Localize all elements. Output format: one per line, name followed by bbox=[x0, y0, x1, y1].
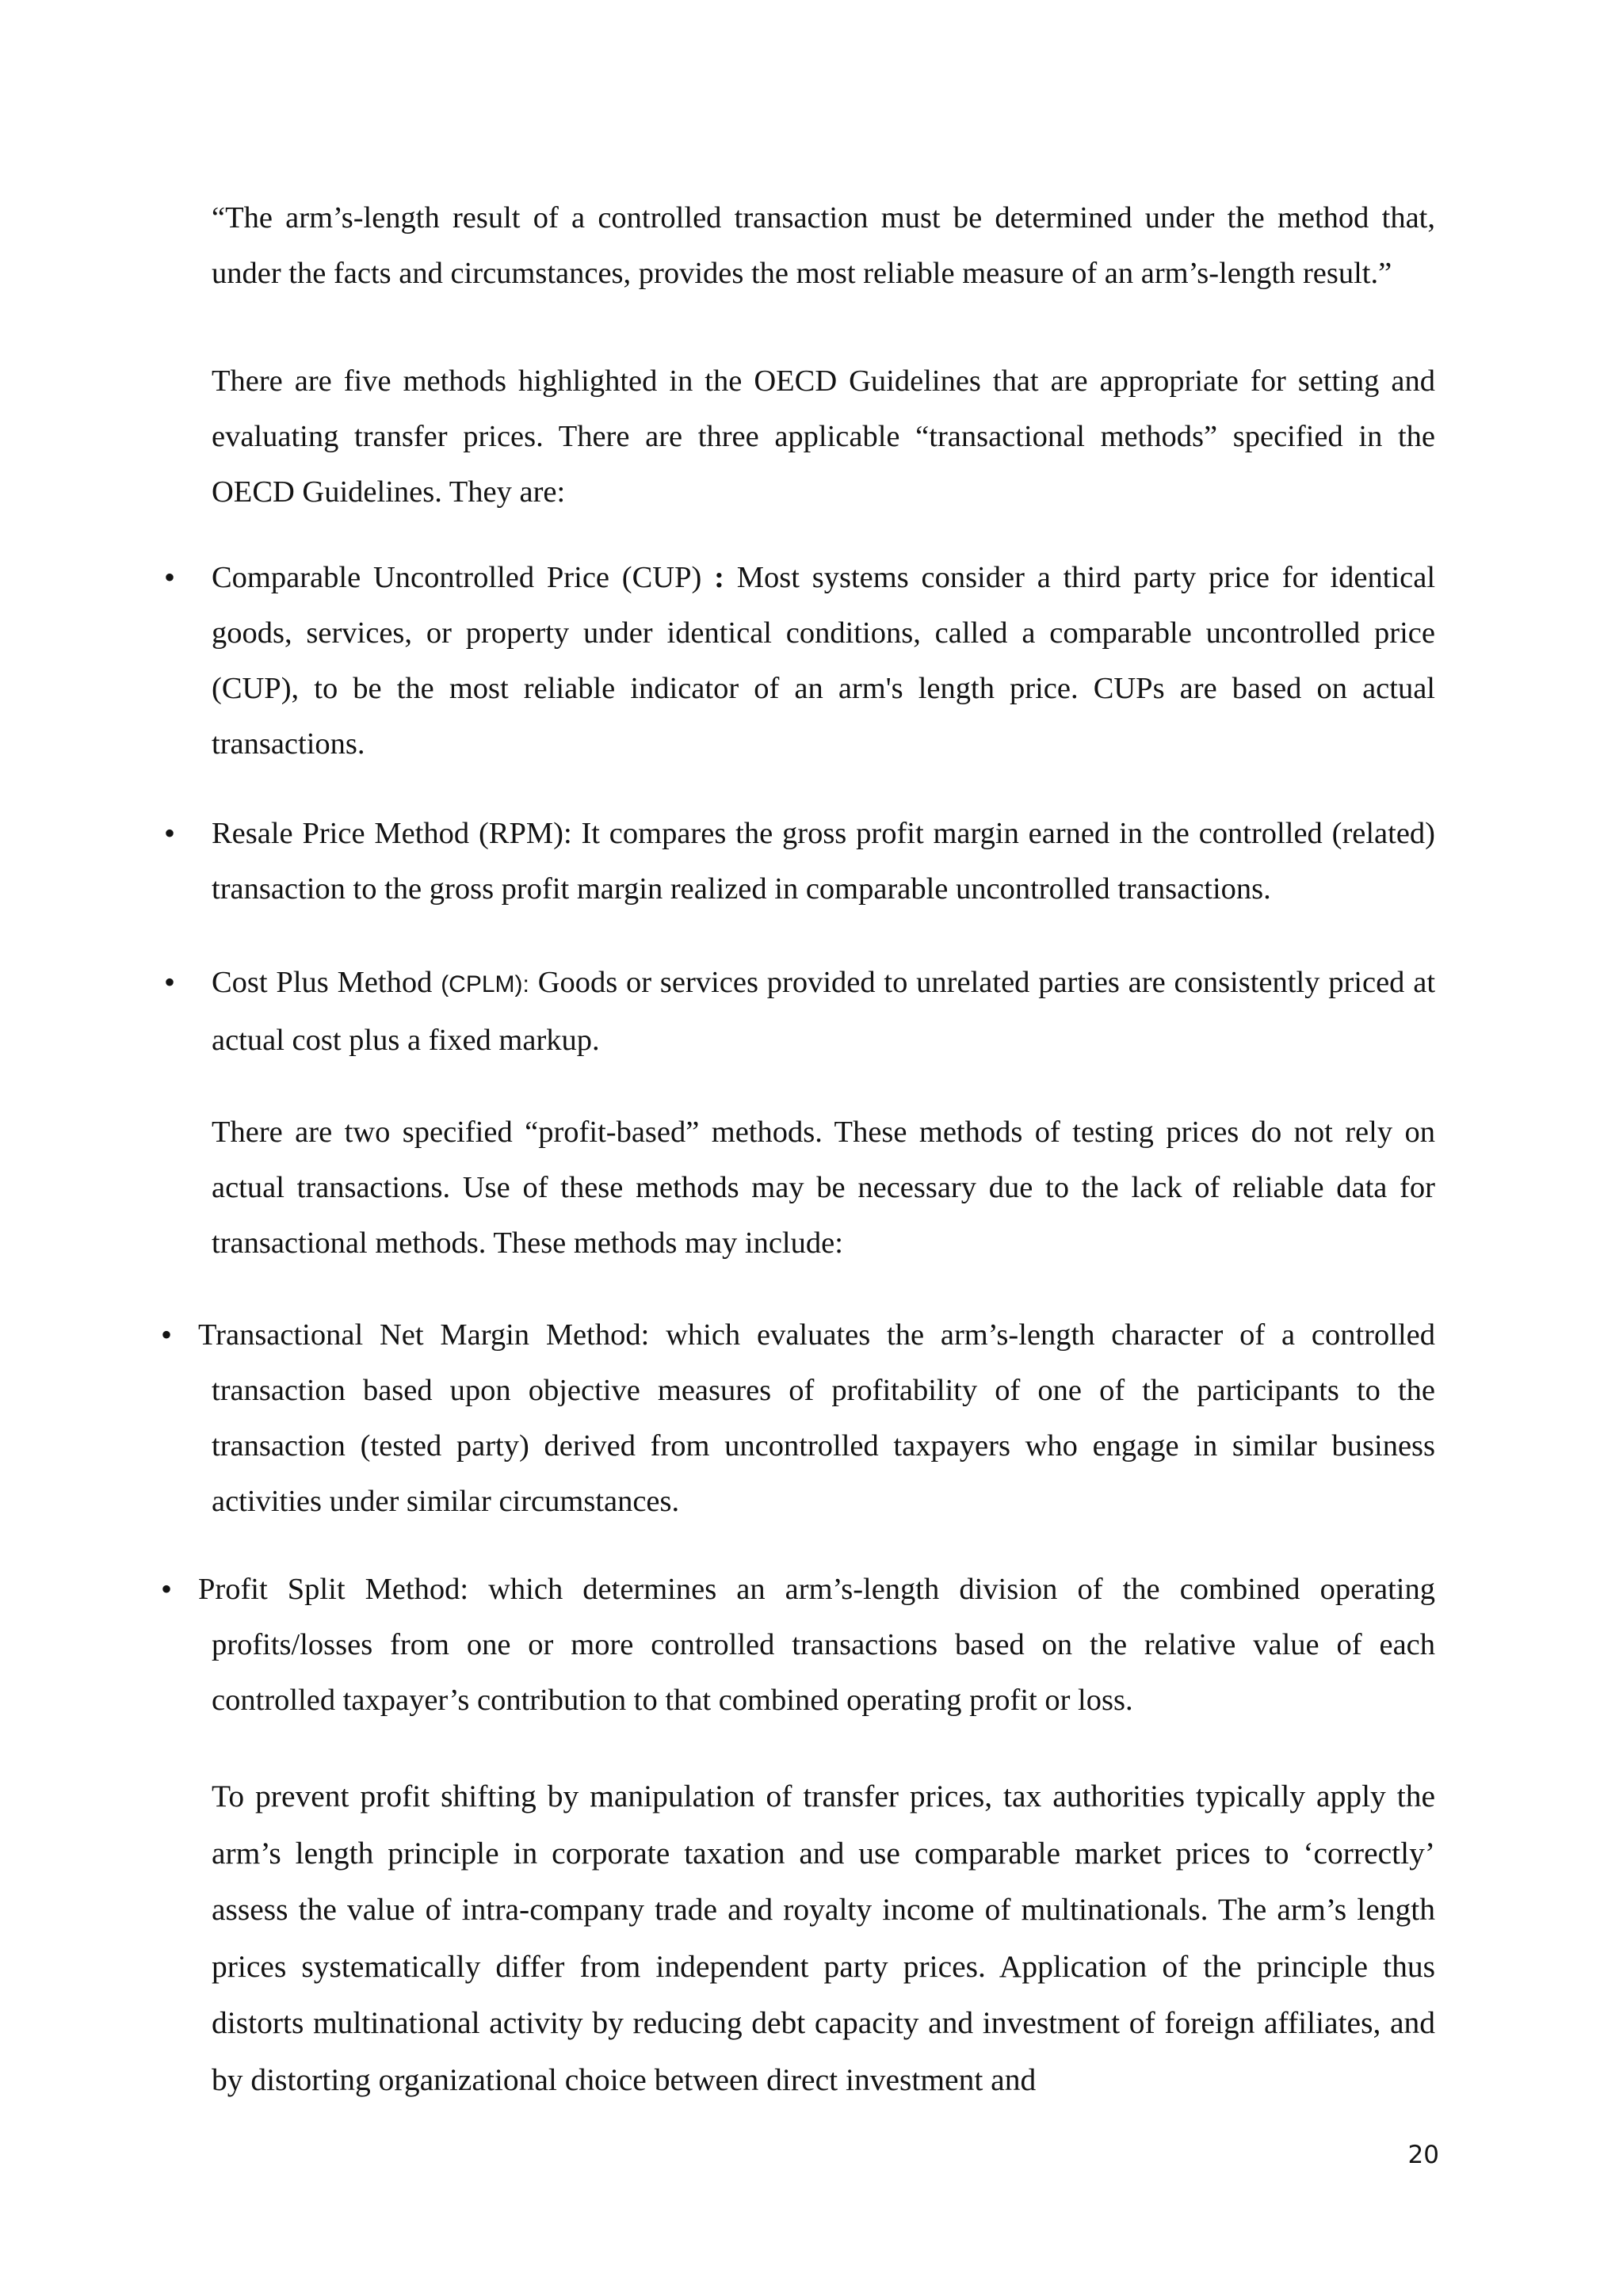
cplm-text: Goods or services provided to unrelated parties are consistently priced at actual cost plus a fixed markup. bbox=[212, 966, 1436, 1057]
bullet-cplm: • bbox=[164, 964, 176, 1000]
cup-text: Most systems consider a third party price for identical goods, services, or property under identical conditions, called a comparable uncontrolled price (CUP), to be the most reliable indicator of an arm's length price. CUPs are based on actual transactions. bbox=[212, 561, 1436, 761]
profit-intro-paragraph: There are two specified “profit-based” methods. These methods of testing prices do not rely on actual transactions. Use of these methods may be necessary due to the lack of reliable data for transactional methods. These methods may include: bbox=[212, 1116, 1435, 1260]
cplm-term: Cost Plus Method bbox=[212, 966, 433, 999]
bullet-rpm: • bbox=[164, 815, 176, 851]
intro-paragraph: There are five methods highlighted in the OECD Guidelines that are appropriate for setting and evaluating transfer prices. There are three applicable “transactional methods” specified in the OECD Guidelines. They are: bbox=[212, 364, 1435, 509]
quote-paragraph: “The arm’s-length result of a controlled transaction must be determined under the method that, under the facts and circumstances, provides the most reliable measure of an arm’s-length result.” bbox=[212, 201, 1435, 290]
psm-paragraph: Profit Split Method: which determines an arm’s-length division of the combined operating profits/losses from one or more controlled transactions based on the relative value of each controlled taxpayer’s contribution to that combined operating profit or loss. bbox=[198, 1573, 1435, 1717]
bullet-tnmm: • bbox=[161, 1317, 173, 1352]
page-number: 20 bbox=[1407, 2141, 1439, 2169]
rpm-paragraph: Resale Price Method (RPM): It compares the gross profit margin earned in the controlled (related) transaction to the gross profit margin realized in comparable uncontrolled transactions. bbox=[212, 817, 1435, 906]
cup-paragraph bbox=[212, 550, 1435, 772]
cup-separator: : bbox=[714, 561, 724, 594]
cup-term: Comparable Uncontrolled Price (CUP) bbox=[212, 561, 702, 594]
tnmm-paragraph: Transactional Net Margin Method: which evaluates the arm’s-length character of a controlled transaction based upon objective measures of profitability of one of the participants to the transaction (tested party) derived from uncontrolled taxpayers who engage in similar business activities under similar circumstances. bbox=[198, 1318, 1435, 1518]
bullet-psm: • bbox=[161, 1571, 173, 1607]
closing-paragraph: To prevent profit shifting by manipulation of transfer prices, tax authorities typically apply the arm’s length principle in corporate taxation and use comparable market prices to ‘correctly’ assess the value of intra-company trade and royalty income of multinationals. The arm’s length prices systematically differ from independent party prices. Application of the principle thus distorts multinational activity by reducing debt capacity and investment of foreign affiliates, and by distorting organizational choice between direct investment and bbox=[212, 1779, 1435, 2097]
cplm-abbr: (CPLM): bbox=[441, 971, 529, 997]
bullet-cup: • bbox=[164, 559, 176, 595]
cplm-paragraph bbox=[212, 955, 1435, 1068]
